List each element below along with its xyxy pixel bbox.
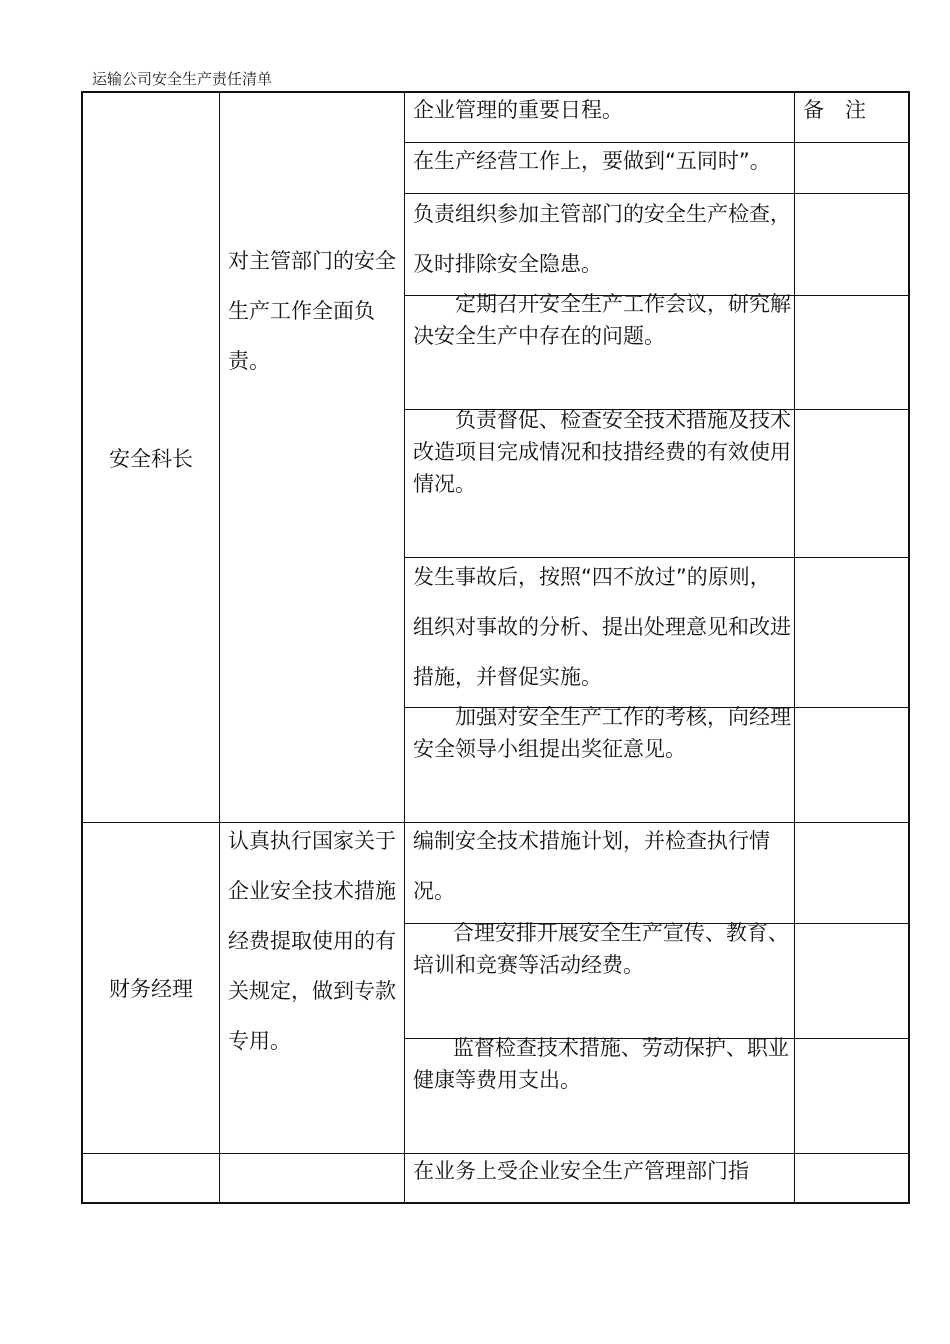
item-cell: 负责督促、检查安全技术措施及技术改造项目完成情况和技措经费的有效使用情况。 — [413, 408, 791, 496]
role-label: 安全科长 — [109, 446, 193, 471]
duty-cell: 认真执行国家关于企业安全技术措施经费提取使用的有关规定，做到专款专用。 — [228, 829, 396, 1053]
item-cell: 合理安排开展安全生产宣传、教育、培训和竞赛等活动经费。 — [413, 921, 789, 977]
item-cell: 在生产经营工作上，要做到“五同时”。 — [413, 149, 771, 173]
item-cell: 编制安全技术措施计划，并检查执行情况。 — [413, 829, 770, 903]
item-cell: 在业务上受企业安全生产管理部门指 — [413, 1159, 749, 1183]
item-cell: 定期召开安全生产工作会议，研究解决安全生产中存在的问题。 — [413, 292, 791, 348]
role-cell — [83, 1154, 219, 1202]
role-cell — [83, 93, 219, 822]
item-cell: 负责组织参加主管部门的安全生产检查，及时排除安全隐患。 — [413, 202, 791, 276]
item-cell: 发生事故后，按照“四不放过”的原则，组织对事故的分析、提出处理意见和改进措施，并督促实施。 — [413, 565, 791, 689]
document-header: 运输公司安全生产责任清单 — [92, 70, 273, 88]
column-divider — [219, 91, 220, 1204]
role-label: 财务经理 — [109, 977, 193, 1001]
item-cell: 监督检查技术措施、劳动保护、职业健康等费用支出。 — [413, 1036, 789, 1092]
duty-cell: 对主管部门的安全生产工作全面负责。 — [228, 249, 396, 373]
item-cell: 企业管理的重要日程。 — [413, 98, 623, 122]
row-divider — [404, 142, 910, 143]
item-cell: 加强对安全生产工作的考核，向经理安全领导小组提出奖征意见。 — [413, 705, 791, 761]
note-header: 备 注 — [803, 98, 866, 122]
role-cell — [83, 823, 219, 1153]
